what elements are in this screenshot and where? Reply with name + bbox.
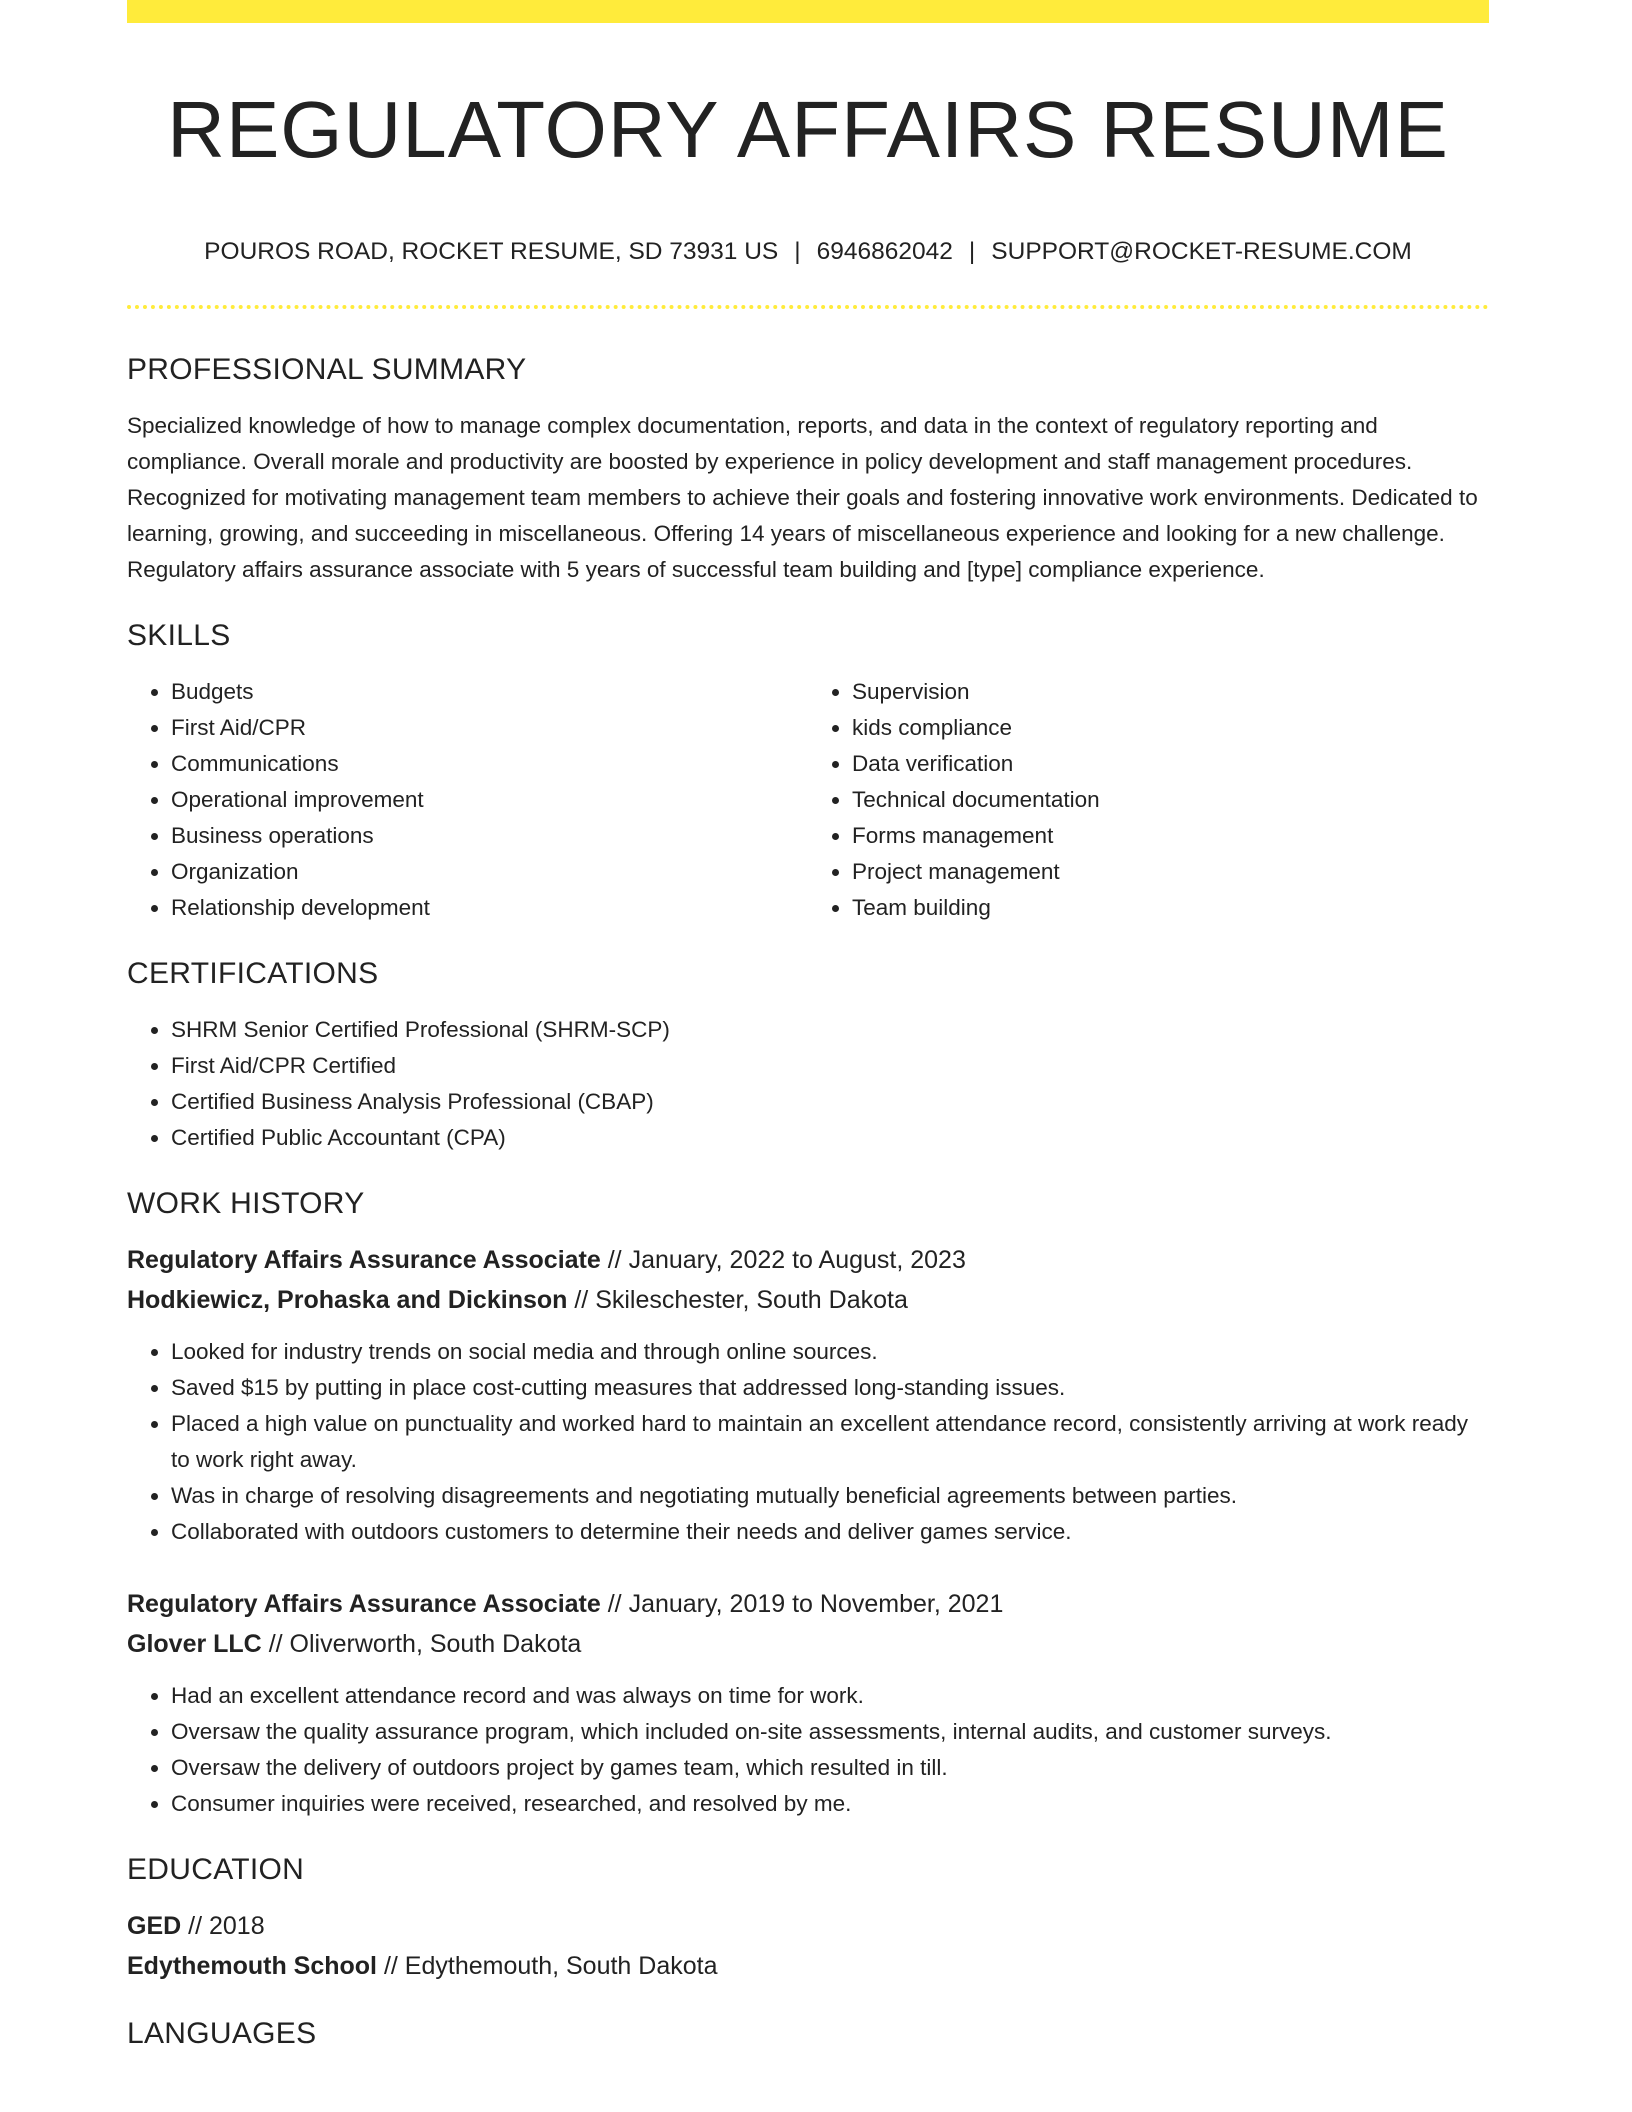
education-degree: GED [127,1912,182,1940]
job-bullet: • Placed a high value on punctuality and worked hard to maintain an excellent attendance record, consistently arriving at work ready to work right away. [171,1406,1489,1478]
languages-heading: LANGUAGES [127,2017,317,2050]
contact-address: POUROS ROAD, ROCKET RESUME, SD 73931 US [204,238,779,265]
top-accent-bar [127,0,1489,23]
job-bullet: • Saved $15 by putting in place cost-cutting measures that addressed long-standing issues. [171,1370,1489,1406]
job-dates: // January, 2019 to November, 2021 [607,1590,1004,1618]
job-bullet: • Consumer inquiries were received, researched, and resolved by me. [171,1786,1489,1822]
contact-line [127,236,1489,268]
job-title-line [127,1584,1489,1624]
job-bullet: • Collaborated with outdoors customers to determine their needs and deliver games service. [171,1514,1489,1550]
job-bullet: • Oversaw the quality assurance program, which included on-site assessments, internal audits, and customer surveys. [171,1714,1489,1750]
certification-item: • First Aid/CPR Certified [171,1048,1489,1084]
skill-item: • Supervision [852,674,1489,710]
job-bullets [127,1678,1489,1822]
skill-item: • Team building [852,890,1489,926]
skill-item: • Data verification [852,746,1489,782]
resume-content [127,350,1489,2054]
job-location: // Oliverworth, South Dakota [268,1630,582,1658]
skills-list-left [127,674,808,926]
job-company: Glover LLC [127,1630,262,1658]
dotted-divider [127,305,1489,309]
page-title: REGULATORY AFFAIRS RESUME [167,85,1449,174]
skill-item: • First Aid/CPR [171,710,808,746]
skill-item: • Operational improvement [171,782,808,818]
contact-email: SUPPORT@ROCKET-RESUME.COM [991,238,1412,265]
job-bullet: • Oversaw the delivery of outdoors project by games team, which resulted in till. [171,1750,1489,1786]
job-bullet: • Was in charge of resolving disagreements and negotiating mutually beneficial agreements between parties. [171,1478,1489,1514]
job-entry [127,1240,1489,1550]
job-title: Regulatory Affairs Assurance Associate [127,1246,601,1274]
contact-separator: | [794,238,801,265]
certifications-list [127,1012,1489,1156]
job-title: Regulatory Affairs Assurance Associate [127,1590,601,1618]
summary-text: Specialized knowledge of how to manage complex documentation, reports, and data in the context of regulatory reporting and compliance. Overall morale and productivity are boosted by experience in policy development and staff management procedures. Recognized for motivating management team members to achieve their goals and fostering innovative work environments. Dedicated to learning, growing, and succeeding in miscellaneous. Offering 14 years of miscellaneous experience and looking for a new challenge. Regulatory affairs assurance associate with 5 years of successful team building and [type] compliance experience. [127,413,1478,582]
skill-item: • Communications [171,746,808,782]
job-location: // Skileschester, South Dakota [574,1286,908,1314]
work-history-heading: WORK HISTORY [127,1187,365,1220]
skill-item: • Project management [852,854,1489,890]
skill-item: • Technical documentation [852,782,1489,818]
job-bullet: • Looked for industry trends on social media and through online sources. [171,1334,1489,1370]
certifications-heading: CERTIFICATIONS [127,957,379,990]
job-entry [127,1584,1489,1822]
job-title-line [127,1240,1489,1280]
education-degree-line [127,1906,1489,1946]
education-school-line [127,1946,1489,1986]
education-heading: EDUCATION [127,1853,305,1886]
job-company-line [127,1624,1489,1664]
contact-separator: | [968,238,976,265]
job-bullet: • Had an excellent attendance record and was always on time for work. [171,1678,1489,1714]
skills-grid [127,656,1489,926]
certification-item: • SHRM Senior Certified Professional (SHRM-SCP) [171,1012,1489,1048]
skill-item: • Organization [171,854,808,890]
education-location: // Edythemouth, South Dakota [383,1952,718,1980]
summary-heading: PROFESSIONAL SUMMARY [127,353,527,386]
job-company-line [127,1280,1489,1320]
certification-item: • Certified Public Accountant (CPA) [171,1120,1489,1156]
skills-heading: SKILLS [127,619,231,652]
job-company: Hodkiewicz, Prohaska and Dickinson [127,1286,568,1314]
skill-item: • kids compliance [852,710,1489,746]
education-year: // 2018 [188,1912,265,1940]
skill-item: • Relationship development [171,890,808,926]
skill-item: • Forms management [852,818,1489,854]
contact-phone: 6946862042 [816,238,953,265]
skills-list-right [808,674,1489,926]
certification-item: • Certified Business Analysis Professional (CBAP) [171,1084,1489,1120]
job-bullets [127,1334,1489,1550]
education-school: Edythemouth School [127,1952,377,1980]
job-dates: // January, 2022 to August, 2023 [607,1246,966,1274]
skill-item: • Budgets [171,674,808,710]
skill-item: • Business operations [171,818,808,854]
